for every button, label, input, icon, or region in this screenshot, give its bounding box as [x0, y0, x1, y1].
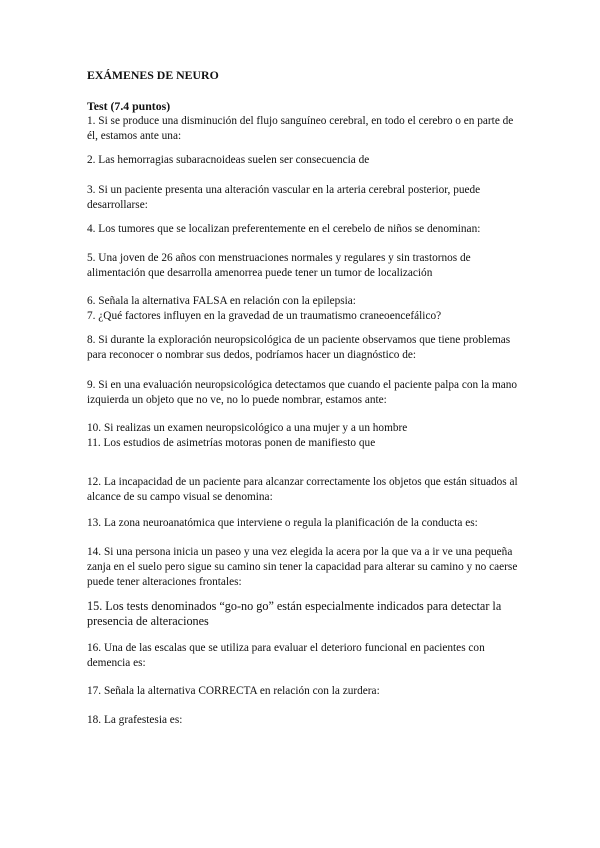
question-16: 16. Una de las escalas que se utiliza para evaluar el deterioro funcional en pacientes con demencia es:: [87, 642, 485, 669]
question-10: 10. Si realizas un examen neuropsicológico a una mujer y a un hombre: [87, 422, 408, 434]
question-15: 15. Los tests denominados “go-no go” están especialmente indicados para detectar la presencia de alteraciones: [87, 599, 502, 628]
question-3: 3. Si un paciente presenta una alteración vascular en la arteria cerebral posterior, puede desarrollarse:: [87, 184, 481, 211]
question-9: 9. Si en una evaluación neuropsicológica detectamos que cuando el paciente palpa con la mano izquierda un objeto que no ve, no lo puede nombrar, estamos ante:: [87, 379, 518, 406]
document-title: EXÁMENES DE NEURO: [87, 68, 219, 82]
question-14: 14. Si una persona inicia un paseo y una vez elegida la acera por la que va a ir ve una pequeña zanja en el suelo pero sigue su camino sin tener la capacidad para alterar su camino y no caerse puede tener alteraciones frontales:: [87, 546, 518, 588]
question-18: 18. La grafestesia es:: [87, 714, 183, 726]
question-5: 5. Una joven de 26 años con menstruaciones normales y regulares y sin trastornos de alimentación que desarrolla amenorrea puede tener un tumor de localización: [87, 252, 471, 279]
question-13: 13. La zona neuroanatómica que interviene o regula la planificación de la conducta es:: [87, 517, 478, 529]
question-6: 6. Señala la alternativa FALSA en relación con la epilepsia:: [87, 295, 356, 307]
question-4: 4. Los tumores que se localizan preferentemente en el cerebelo de niños se denominan:: [87, 223, 481, 235]
question-12: 12. La incapacidad de un paciente para alcanzar correctamente los objetos que están situados al alcance de su campo visual se denomina:: [87, 476, 518, 503]
question-8: 8. Si durante la exploración neuropsicológica de un paciente observamos que tiene problemas para reconocer o nombrar sus dedos, podríamos hacer un diagnóstico de:: [87, 334, 511, 361]
question-17: 17. Señala la alternativa CORRECTA en relación con la zurdera:: [87, 685, 380, 697]
question-2: 2. Las hemorragias subaracnoideas suelen ser consecuencia de: [87, 154, 370, 166]
section-heading: Test (7.4 puntos): [87, 99, 171, 113]
question-11: 11. Los estudios de asimetrías motoras ponen de manifiesto que: [87, 437, 376, 449]
question-1: 1. Si se produce una disminución del flujo sanguíneo cerebral, en todo el cerebro o en parte de él, estamos ante una:: [87, 115, 514, 142]
question-7: 7. ¿Qué factores influyen en la gravedad de un traumatismo craneoencefálico?: [87, 310, 442, 322]
